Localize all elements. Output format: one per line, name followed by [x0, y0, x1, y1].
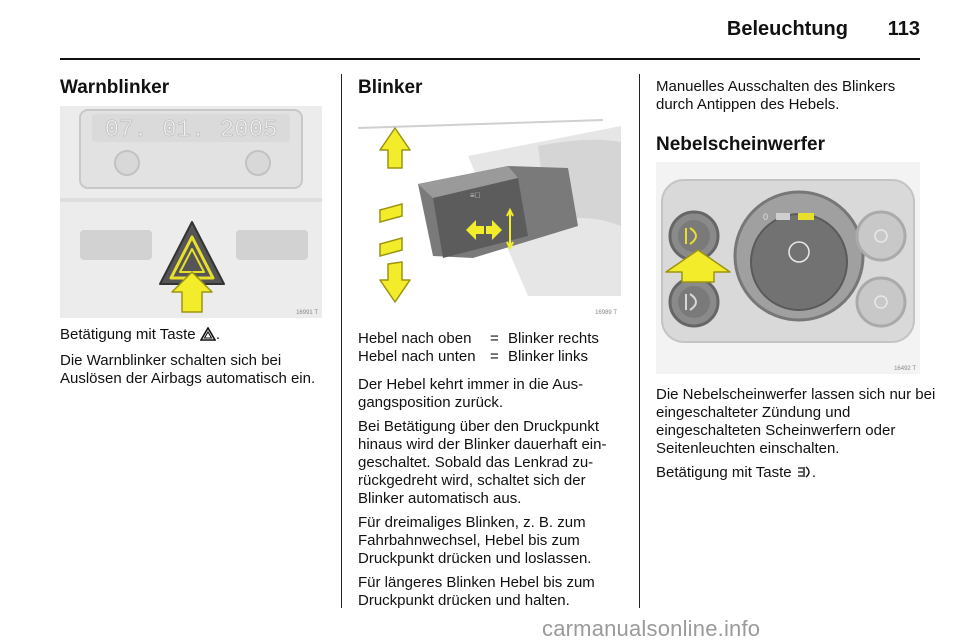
column-divider	[639, 74, 640, 608]
heading-blinker: Blinker	[358, 77, 423, 98]
paragraph: Der Hebel kehrt immer in die Aus-gangsposition zurück.	[358, 376, 584, 411]
paragraph: Bei Betätigung über den Druckpunkt hinaus wird der Blinker dauerhaft ein-geschaltet. Sobald das Lenkrad zu-rückgedreht wird, schaltet sich der Blinker automatisch aus.	[358, 418, 607, 507]
figure-hazard-switch	[60, 106, 322, 318]
column-divider	[341, 74, 342, 608]
text-nebelscheinwerfer: Die Nebelscheinwerfer lassen sich nur bei eingeschalteter Zündung und eingeschalteten Scheinwerfern oder Seitenleuchten einschalten. Betätigung mit Taste .	[656, 386, 936, 490]
text-betaetigung: Betätigung mit Taste	[656, 464, 792, 481]
section-title: Beleuchtung	[726, 18, 848, 40]
paragraph: Für längeres Blinken Hebel bis zum Druckpunkt drücken und halten.	[358, 574, 595, 609]
text-betaetigung: Betätigung mit Taste	[60, 326, 196, 343]
fog-light-icon	[796, 465, 812, 484]
figure-number: 16989 T	[595, 310, 617, 316]
paragraph: Die Nebelscheinwerfer lassen sich nur bei eingeschalteter Zündung und eingeschalteten Scheinwerfern oder Seitenleuchten einschalten.	[656, 386, 936, 457]
heading-warnblinker: Warnblinker	[60, 77, 170, 98]
turn-signal-lever-illustration	[358, 106, 621, 318]
page-number: 113	[887, 18, 920, 40]
figure-fog-light-switch	[656, 162, 920, 374]
figure-number: 16991 T	[296, 310, 318, 316]
text-blinker-manual-off: Manuelles Ausschalten des Blinkers durch Antippen des Hebels.	[656, 78, 896, 113]
fog-light-switch-illustration	[656, 162, 920, 374]
switch-position-zero: 0	[763, 212, 769, 222]
table-row: Hebel nach unten = Blinker links	[358, 348, 589, 365]
text-blinker	[358, 330, 628, 616]
lever-direction-table	[358, 330, 628, 366]
figure-number: 16492 T	[894, 366, 916, 372]
paragraph: Für dreimaliges Blinken, z. B. zum Fahrbahnwechsel, Hebel bis zum Druckpunkt drücken und loslassen.	[358, 514, 592, 567]
table-row: Hebel nach oben = Blinker rechts	[358, 330, 599, 347]
text-warnblinker: Betätigung mit Taste . Die Warnblinker schalten sich bei Auslösen der Airbags automatisch ein.	[60, 326, 330, 394]
heading-nebelscheinwerfer: Nebelscheinwerfer	[656, 134, 825, 155]
svg-text:≡⃝: ≡⃝	[470, 191, 481, 200]
text-warnblinker-airbag: Die Warnblinker schalten sich bei Auslösen der Airbags automatisch ein.	[60, 352, 316, 387]
hazard-triangle-icon	[200, 327, 216, 346]
watermark: carmanualsonline.info	[542, 616, 761, 641]
hazard-switch-illustration	[60, 106, 322, 318]
header-rule	[60, 58, 920, 60]
figure-turn-signal-lever	[358, 106, 621, 318]
clock-display-text: 07. 01. 2005	[104, 117, 278, 144]
